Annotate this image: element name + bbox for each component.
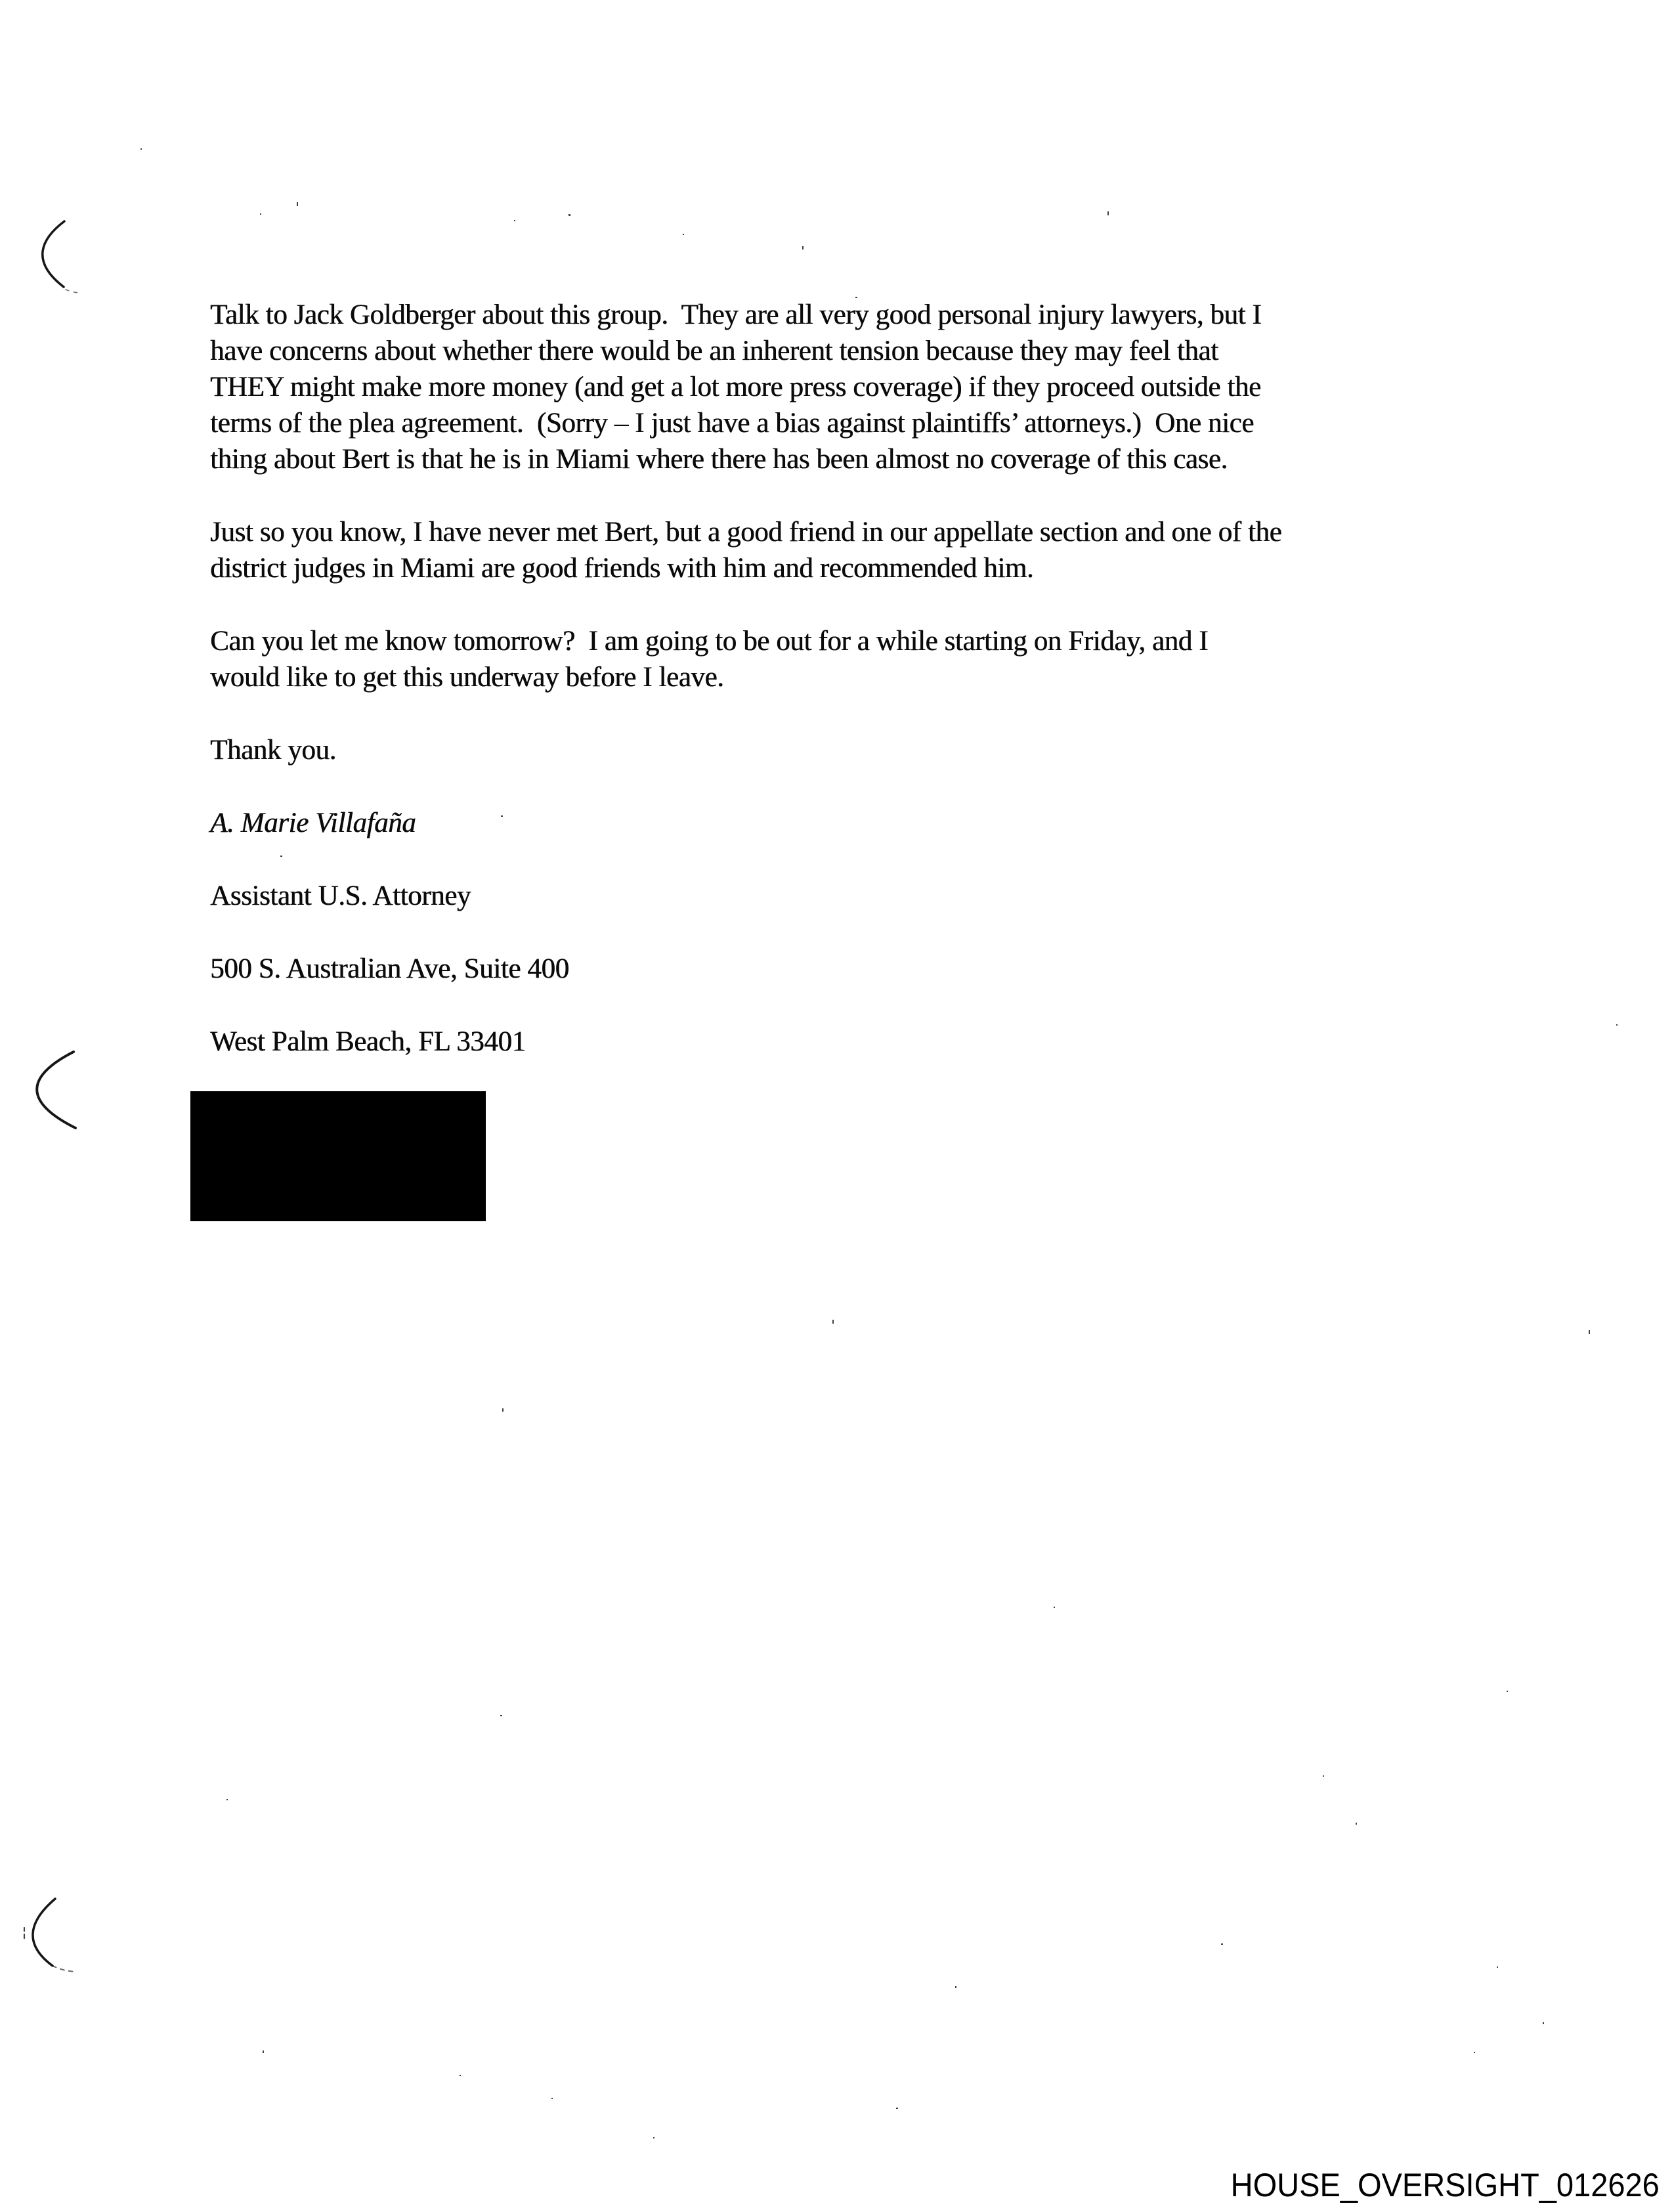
text-line: have concerns about whether there would be an inherent tension because they may feel that	[210, 336, 1218, 366]
text-line: Assistant U.S. Attorney	[210, 880, 471, 911]
text-line: A. Marie Villafaña	[210, 808, 416, 838]
bates-number: HOUSE_OVERSIGHT_012626	[1230, 2167, 1660, 2203]
scan-speck	[1221, 1943, 1223, 1945]
text-line: thing about Bert is that he is in Miami where there has been almost no coverage of this case.	[210, 444, 1228, 475]
signature-address-city	[210, 1024, 1438, 1060]
scan-speck	[500, 1715, 502, 1716]
scan-speck	[1323, 1775, 1324, 1777]
scan-speck	[683, 234, 684, 235]
text-line: terms of the plea agreement. (Sorry – I just have a bias against plaintiffs’ attorneys.) One nice	[210, 408, 1254, 439]
scan-speck	[297, 202, 298, 206]
redaction-box	[190, 1091, 486, 1221]
scan-speck	[260, 213, 261, 215]
hole-punch-arc-bottom	[20, 1878, 118, 1983]
scan-speck	[832, 1320, 834, 1324]
scan-speck	[514, 220, 515, 221]
scan-speck	[896, 2108, 898, 2109]
scan-speck	[1497, 1966, 1498, 1968]
scan-speck	[1474, 2052, 1475, 2053]
hole-punch-arc-middle	[26, 1037, 118, 1142]
scan-speck	[226, 1799, 228, 1800]
letter-body	[210, 297, 1438, 1096]
text-line: would like to get this underway before I leave.	[210, 662, 724, 693]
scan-speck	[1616, 1024, 1618, 1026]
text-line: district judges in Miami are good friends with him and recommended him.	[210, 553, 1034, 584]
scan-speck	[1589, 1330, 1590, 1334]
scan-speck	[501, 815, 503, 817]
scan-speck	[1107, 211, 1109, 215]
scan-speck	[1356, 1823, 1357, 1825]
scan-speck	[502, 1408, 504, 1412]
scan-speck	[551, 2098, 553, 2099]
paragraph-3	[210, 623, 1438, 695]
scan-speck	[569, 214, 570, 216]
scan-speck	[955, 1986, 956, 1988]
scan-speck	[855, 297, 857, 298]
text-line: THEY might make more money (and get a lot more press coverage) if they proceed outside the	[210, 372, 1261, 402]
signature-title	[210, 878, 1438, 914]
closing-thanks	[210, 732, 1438, 768]
scan-speck	[263, 2050, 264, 2053]
text-line: West Palm Beach, FL 33401	[210, 1026, 526, 1057]
text-line: Can you let me know tomorrow? I am going to be out for a while starting on Friday, and I	[210, 626, 1209, 657]
signature-address-street	[210, 951, 1438, 987]
hole-punch-arc-top	[20, 210, 105, 302]
paragraph-2	[210, 514, 1438, 586]
text-line: 500 S. Australian Ave, Suite 400	[210, 953, 569, 984]
scan-speck	[140, 148, 142, 150]
scan-speck	[280, 856, 282, 857]
scan-speck	[653, 2137, 655, 2138]
scan-speck	[1507, 1691, 1508, 1692]
paragraph-1	[210, 297, 1438, 477]
signature-name	[210, 805, 1438, 841]
scan-speck	[460, 2075, 461, 2076]
text-line: Talk to Jack Goldberger about this group. They are all very good personal injury lawyers, but I	[210, 299, 1262, 330]
text-line: Just so you know, I have never met Bert, but a good friend in our appellate section and one of the	[210, 517, 1282, 548]
text-line: Thank you.	[210, 735, 336, 766]
scan-speck	[802, 246, 804, 249]
scan-speck	[1054, 1607, 1055, 1608]
scan-speck	[1543, 2022, 1544, 2024]
